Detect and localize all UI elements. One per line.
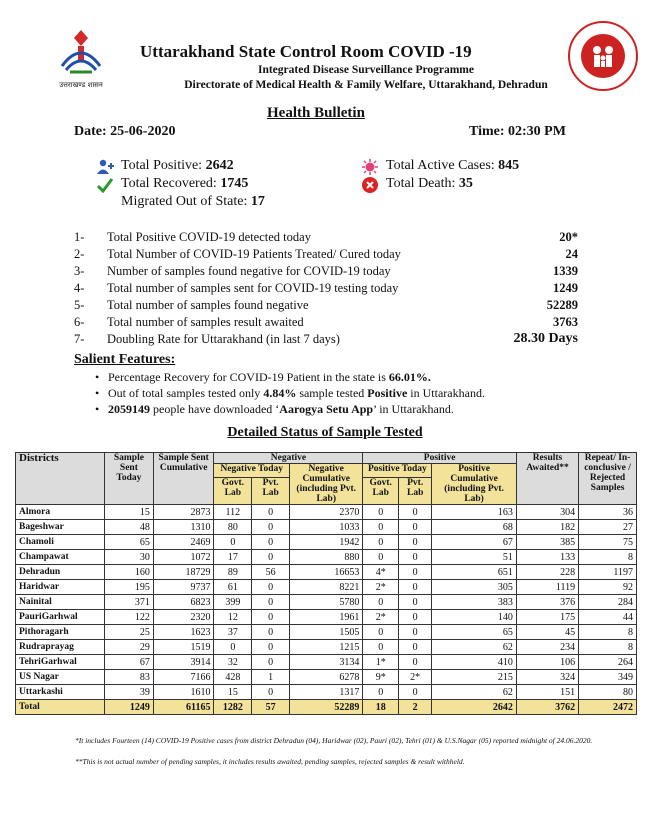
table-cell: 16653 <box>290 565 363 580</box>
logo-caption: उत्तराखण्ड शासन <box>59 81 103 89</box>
col-negative-cumulative: Negative Cumulative (including Pvt. Lab) <box>290 464 363 505</box>
header-program: Integrated Disease Surveillance Programme <box>257 64 474 76</box>
uttarakhand-govt-logo <box>52 26 110 89</box>
table-cell: 880 <box>290 550 363 565</box>
table-row <box>16 625 637 640</box>
table-row <box>16 520 637 535</box>
total-recovered-value: 1745 <box>220 176 249 191</box>
district-name: Bageshwar <box>16 520 105 535</box>
table-cell: 234 <box>516 640 578 655</box>
table-cell: 122 <box>104 610 153 625</box>
table-cell: 18729 <box>153 565 214 580</box>
col-results-awaited: Results Awaited** <box>516 453 578 505</box>
table-row <box>16 595 637 610</box>
table-cell: 1610 <box>153 685 214 700</box>
table-cell: 0 <box>363 595 399 610</box>
close-circle-icon <box>362 177 378 193</box>
table-cell: 0 <box>363 640 399 655</box>
total-cell: 1249 <box>104 700 153 715</box>
table-cell: 0 <box>399 565 432 580</box>
district-name: Chamoli <box>16 535 105 550</box>
total-cell: 1282 <box>214 700 252 715</box>
table-cell: 0 <box>252 640 290 655</box>
table-cell: 106 <box>516 655 578 670</box>
table-cell: 27 <box>579 520 637 535</box>
migrated-label: Migrated Out of State: <box>121 194 251 209</box>
total-recovered <box>97 176 248 192</box>
table-cell: 0 <box>363 550 399 565</box>
district-name: Pithoragarh <box>16 625 105 640</box>
table-cell: 133 <box>516 550 578 565</box>
bulletin-time: Time: 02:30 PM <box>469 124 566 139</box>
total-positive-value: 2642 <box>205 158 234 173</box>
table-cell: 39 <box>104 685 153 700</box>
migrated-value: 17 <box>250 194 265 209</box>
table-row <box>16 670 637 685</box>
table-cell: 92 <box>579 580 637 595</box>
table-cell: 376 <box>516 595 578 610</box>
table-cell: 2320 <box>153 610 214 625</box>
table-cell: 45 <box>516 625 578 640</box>
table-cell: 25 <box>104 625 153 640</box>
table-cell: 163 <box>432 505 517 520</box>
table-title: Detailed Status of Sample Tested <box>227 425 423 440</box>
table-cell: 30 <box>104 550 153 565</box>
total-cell: 61165 <box>153 700 214 715</box>
table-cell: 80 <box>214 520 252 535</box>
table-cell: 284 <box>579 595 637 610</box>
table-cell: 3914 <box>153 655 214 670</box>
table-cell: 0 <box>252 580 290 595</box>
table-cell: 1519 <box>153 640 214 655</box>
table-row <box>16 640 637 655</box>
table-cell: 61 <box>214 580 252 595</box>
check-icon <box>97 177 113 193</box>
table-cell: 89 <box>214 565 252 580</box>
table-cell: 195 <box>104 580 153 595</box>
table-cell: 0 <box>252 550 290 565</box>
table-cell: 0 <box>399 595 432 610</box>
table-cell: 56 <box>252 565 290 580</box>
table-cell: 67 <box>432 535 517 550</box>
table-cell: 8 <box>579 550 637 565</box>
table-cell: 8221 <box>290 580 363 595</box>
table-cell: 2* <box>399 670 432 685</box>
table-cell: 51 <box>432 550 517 565</box>
table-cell: 151 <box>516 685 578 700</box>
table-cell: 2* <box>363 610 399 625</box>
total-active <box>362 158 519 174</box>
table-cell: 371 <box>104 595 153 610</box>
total-positive-label: Total Positive: <box>121 158 206 173</box>
salient-title: Salient Features: <box>74 352 176 367</box>
table-cell: 44 <box>579 610 637 625</box>
total-cell: 2472 <box>579 700 637 715</box>
add-person-icon <box>97 159 113 175</box>
district-name: US Nagar <box>16 670 105 685</box>
table-cell: 399 <box>214 595 252 610</box>
table-cell: 1317 <box>290 685 363 700</box>
header-title: Uttarakhand State Control Room COVID -19 <box>140 42 472 61</box>
col-sample-cumulative: Sample Sent Cumulative <box>153 453 214 505</box>
table-cell: 7166 <box>153 670 214 685</box>
table-cell: 1* <box>363 655 399 670</box>
table-cell: 1942 <box>290 535 363 550</box>
col-sample-today: Sample Sent Today <box>104 453 153 505</box>
sample-status-table <box>15 452 637 715</box>
table-cell: 15 <box>214 685 252 700</box>
table-cell: 83 <box>104 670 153 685</box>
table-cell: 410 <box>432 655 517 670</box>
table-cell: 0 <box>399 580 432 595</box>
table-cell: 1072 <box>153 550 214 565</box>
total-cell: 2 <box>399 700 432 715</box>
table-cell: 8 <box>579 625 637 640</box>
district-name: Almora <box>16 505 105 520</box>
bulletin-title: Health Bulletin <box>267 105 365 121</box>
table-cell: 2873 <box>153 505 214 520</box>
table-cell: 0 <box>363 520 399 535</box>
col-pos-pvt-lab: Pvt. Lab <box>399 478 432 505</box>
table-cell: 17 <box>214 550 252 565</box>
bullet-item: • Out of total samples tested only 4.84% sample tested Positive in Uttarakhand. <box>108 386 485 401</box>
district-name: Dehradun <box>16 565 105 580</box>
table-cell: 75 <box>579 535 637 550</box>
total-death <box>362 176 473 192</box>
table-cell: 264 <box>579 655 637 670</box>
footnote-1: *It includes Fourteen (14) COVID-19 Positive cases from district Dehradun (04), Haridwar (02), Pauri (02), Tehri (01) & U.S.Nagar (05) reported midnight of 24.06.2020. <box>75 736 593 745</box>
table-cell: 0 <box>399 520 432 535</box>
table-row <box>16 505 637 520</box>
col-positive: Positive <box>363 453 516 464</box>
table-cell: 1119 <box>516 580 578 595</box>
table-cell: 1215 <box>290 640 363 655</box>
table-cell: 5780 <box>290 595 363 610</box>
table-cell: 0 <box>252 595 290 610</box>
table-cell: 0 <box>252 610 290 625</box>
table-cell: 9* <box>363 670 399 685</box>
table-row <box>16 565 637 580</box>
table-cell: 68 <box>432 520 517 535</box>
table-cell: 160 <box>104 565 153 580</box>
footnote-2: **This is not actual number of pending samples, it includes results awaited, pending samples, rejected samples & result withheld. <box>75 757 465 766</box>
table-cell: 0 <box>399 610 432 625</box>
table-cell: 1310 <box>153 520 214 535</box>
table-cell: 48 <box>104 520 153 535</box>
district-name: Uttarkashi <box>16 685 105 700</box>
table-cell: 8 <box>579 640 637 655</box>
table-row <box>16 535 637 550</box>
table-cell: 15 <box>104 505 153 520</box>
col-neg-pvt-lab: Pvt. Lab <box>252 478 290 505</box>
table-cell: 305 <box>432 580 517 595</box>
table-cell: 1197 <box>579 565 637 580</box>
total-row <box>16 700 637 715</box>
table-cell: 0 <box>399 655 432 670</box>
table-cell: 0 <box>399 535 432 550</box>
table-row <box>16 550 637 565</box>
total-death-value: 35 <box>458 176 473 191</box>
table-cell: 112 <box>214 505 252 520</box>
table-cell: 0 <box>363 535 399 550</box>
table-cell: 32 <box>214 655 252 670</box>
total-cell: 52289 <box>290 700 363 715</box>
table-cell: 651 <box>432 565 517 580</box>
col-negative: Negative <box>214 453 363 464</box>
total-death-label: Total Death: <box>386 176 459 191</box>
col-districts: Districts <box>16 453 105 505</box>
table-cell: 6278 <box>290 670 363 685</box>
col-repeat: Repeat/ In-conclusive / Rejected Samples <box>579 453 637 505</box>
header-directorate: Directorate of Medical Health & Family Welfare, Uttarakhand, Dehradun <box>184 79 548 91</box>
table-cell: 0 <box>252 625 290 640</box>
table-cell: 12 <box>214 610 252 625</box>
table-cell: 65 <box>432 625 517 640</box>
table-cell: 0 <box>214 535 252 550</box>
col-negative-today: Negative Today <box>214 464 290 478</box>
table-cell: 0 <box>399 505 432 520</box>
table-cell: 0 <box>363 625 399 640</box>
table-cell: 36 <box>579 505 637 520</box>
col-pos-govt-lab: Govt. Lab <box>363 478 399 505</box>
table-cell: 182 <box>516 520 578 535</box>
table-cell: 0 <box>399 550 432 565</box>
table-cell: 1623 <box>153 625 214 640</box>
bulletin-date: Date: 25-06-2020 <box>74 124 176 139</box>
table-cell: 1 <box>252 670 290 685</box>
table-cell: 0 <box>252 655 290 670</box>
table-cell: 0 <box>363 505 399 520</box>
table-cell: 383 <box>432 595 517 610</box>
table-cell: 4* <box>363 565 399 580</box>
total-cell: 57 <box>252 700 290 715</box>
table-cell: 2469 <box>153 535 214 550</box>
table-cell: 65 <box>104 535 153 550</box>
migrated-out <box>121 194 265 210</box>
total-recovered-label: Total Recovered: <box>121 176 221 191</box>
table-cell: 304 <box>516 505 578 520</box>
district-name: TehriGarhwal <box>16 655 105 670</box>
total-active-value: 845 <box>498 158 520 173</box>
table-cell: 80 <box>579 685 637 700</box>
table-cell: 62 <box>432 685 517 700</box>
bullet-item: • Percentage Recovery for COVID-19 Patient in the state is 66.01%. <box>108 370 431 385</box>
col-neg-govt-lab: Govt. Lab <box>214 478 252 505</box>
table-cell: 0 <box>399 685 432 700</box>
table-cell: 2* <box>363 580 399 595</box>
table-row <box>16 655 637 670</box>
table-cell: 215 <box>432 670 517 685</box>
table-cell: 1033 <box>290 520 363 535</box>
bullet-item: • 2059149 people have downloaded ‘Aarogya Setu App’ in Uttarakhand. <box>108 402 454 417</box>
district-name: PauriGarhwal <box>16 610 105 625</box>
table-cell: 9737 <box>153 580 214 595</box>
district-name: Haridwar <box>16 580 105 595</box>
table-cell: 0 <box>252 535 290 550</box>
table-cell: 324 <box>516 670 578 685</box>
total-cell: 3762 <box>516 700 578 715</box>
table-cell: 0 <box>214 640 252 655</box>
table-cell: 1505 <box>290 625 363 640</box>
table-cell: 29 <box>104 640 153 655</box>
table-cell: 3134 <box>290 655 363 670</box>
table-cell: 6823 <box>153 595 214 610</box>
total-positive <box>97 158 234 174</box>
total-cell: 2642 <box>432 700 517 715</box>
table-cell: 0 <box>252 505 290 520</box>
table-cell: 0 <box>252 685 290 700</box>
table-cell: 428 <box>214 670 252 685</box>
table-cell: 0 <box>252 520 290 535</box>
table-cell: 0 <box>363 685 399 700</box>
table-cell: 1961 <box>290 610 363 625</box>
total-cell: 18 <box>363 700 399 715</box>
col-positive-cumulative: Positive Cumulative (including Pvt. Lab) <box>432 464 517 505</box>
table-cell: 62 <box>432 640 517 655</box>
col-positive-today: Positive Today <box>363 464 432 478</box>
table-cell: 349 <box>579 670 637 685</box>
table-cell: 175 <box>516 610 578 625</box>
table-row <box>16 685 637 700</box>
table-cell: 385 <box>516 535 578 550</box>
district-name: Nainital <box>16 595 105 610</box>
table-cell: 140 <box>432 610 517 625</box>
table-row <box>16 610 637 625</box>
table-cell: 67 <box>104 655 153 670</box>
virus-icon <box>362 159 378 175</box>
district-name: Champawat <box>16 550 105 565</box>
table-cell: 0 <box>399 625 432 640</box>
district-name: Rudraprayag <box>16 640 105 655</box>
table-cell: 0 <box>399 640 432 655</box>
table-cell: 228 <box>516 565 578 580</box>
table-cell: 2370 <box>290 505 363 520</box>
total-active-label: Total Active Cases: <box>386 158 499 173</box>
table-row <box>16 580 637 595</box>
table-cell: 37 <box>214 625 252 640</box>
total-label: Total <box>16 700 105 715</box>
